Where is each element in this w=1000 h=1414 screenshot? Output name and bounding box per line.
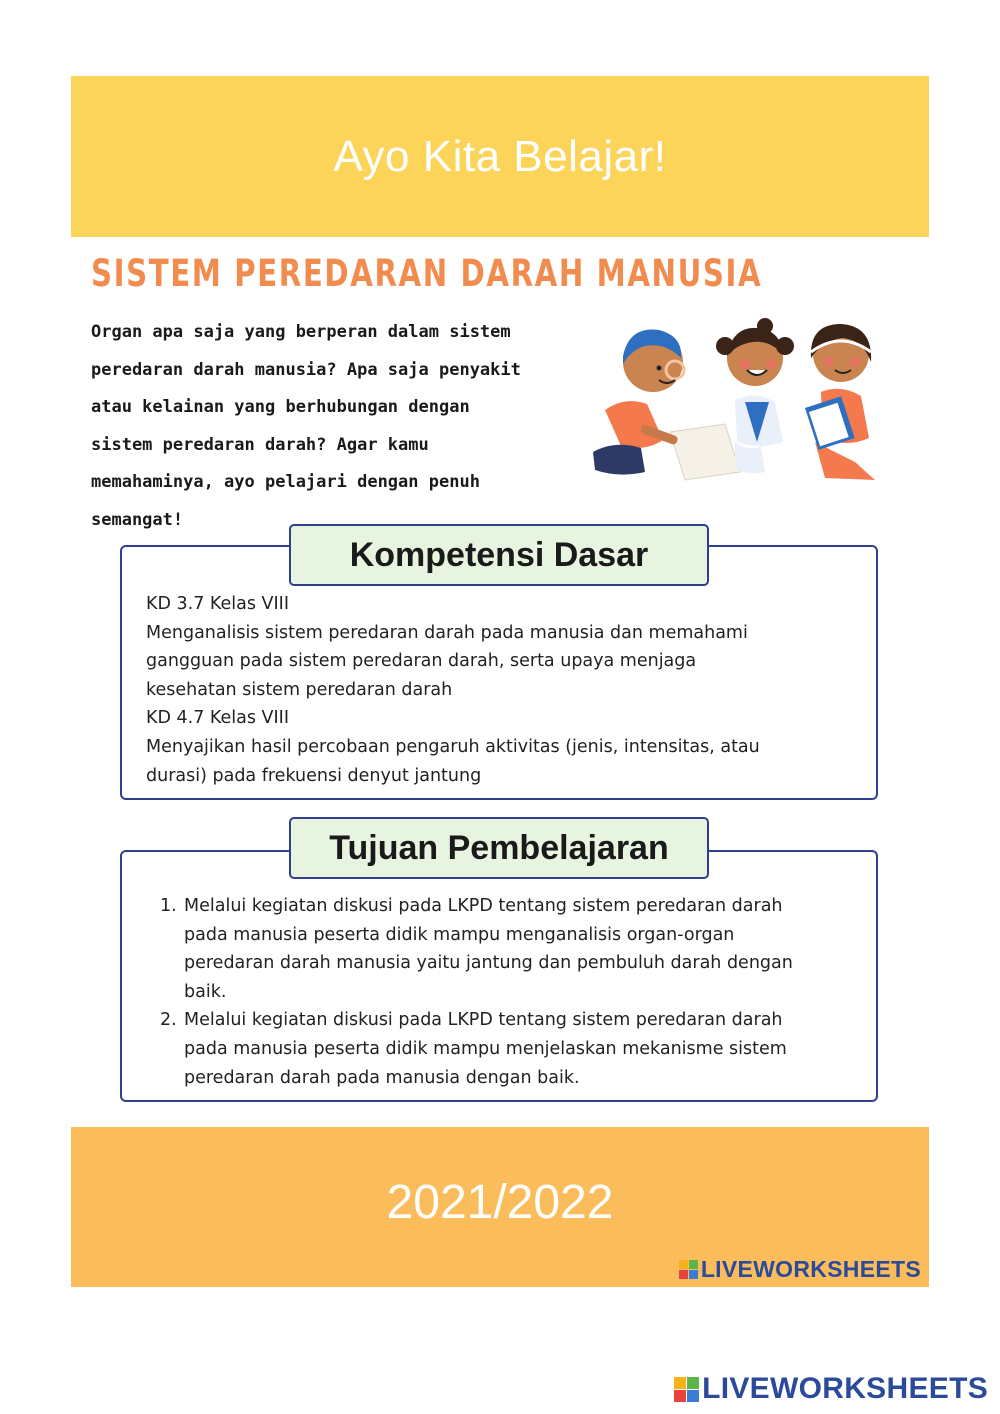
list-line: pada manusia peserta didik mampu menjelaskan mekanisme sistem [184,1038,787,1059]
kd-line: kesehatan sistem peredaran darah [146,679,453,700]
list-item [160,1006,860,1092]
children-illustration [585,312,905,484]
footer-liveworksheets-logo[interactable] [679,1256,921,1283]
main-title: SISTEM PEREDARAN DARAH MANUSIA [91,252,763,295]
liveworksheets-logo-icon [674,1377,699,1402]
footer-banner [71,1127,929,1287]
intro-paragraph [91,314,631,539]
intro-line: atau kelainan yang berhubungan dengan [91,397,470,417]
intro-line: memahaminya, ayo pelajari dengan penuh [91,472,480,492]
kd-line: KD 4.7 Kelas VIII [146,708,289,729]
footer-year: 2021/2022 [386,1176,614,1229]
intro-line: sistem peredaran darah? Agar kamu [91,434,429,455]
kompetensi-dasar-content [146,590,846,790]
list-line: baik. [184,981,227,1002]
intro-line: semangat! [91,509,184,530]
boy-figure [593,330,684,475]
kd-line: durasi) pada frekuensi denyut jantung [146,765,482,786]
kompetensi-dasar-heading: Kompetensi Dasar [289,524,709,586]
kd-line: Menyajikan hasil percobaan pengaruh aktivitas (jenis, intensitas, atau [146,736,760,757]
list-line: pada manusia peserta didik mampu menganalisis organ-organ [184,924,735,945]
intro-line: Organ apa saja yang berperan dalam sistem [91,322,511,342]
tujuan-pembelajaran-heading: Tujuan Pembelajaran [289,817,709,879]
list-line: Melalui kegiatan diskusi pada LKPD tentang sistem peredaran darah [184,896,783,916]
girl-figure-right [805,324,875,480]
list-line: peredaran darah pada manusia dengan baik. [184,1067,580,1088]
list-line: Melalui kegiatan diskusi pada LKPD tentang sistem peredaran darah [184,1010,783,1031]
header-banner [71,76,929,237]
page-logo-text: LIVEWORKSHEETS [702,1372,988,1405]
header-title: Ayo Kita Belajar! [333,131,667,181]
kd-line: gangguan pada sistem peredaran darah, serta upaya menjaga [146,651,697,672]
liveworksheets-logo-icon [679,1260,698,1279]
intro-line: peredaran darah manusia? Apa saja penyakit [91,359,521,380]
kd-line: Menganalisis sistem peredaran darah pada manusia dan memahami [146,622,748,643]
list-item [160,892,860,1006]
list-line: peredaran darah manusia yaitu jantung dan pembuluh darah dengan [184,953,793,974]
tujuan-list [160,892,860,1092]
list-number: 1. [160,896,177,916]
footer-logo-text: LIVEWORKSHEETS [700,1256,921,1282]
kd-line: KD 3.7 Kelas VIII [146,594,289,614]
list-number: 2. [160,1010,177,1031]
page-liveworksheets-logo[interactable] [674,1372,988,1406]
